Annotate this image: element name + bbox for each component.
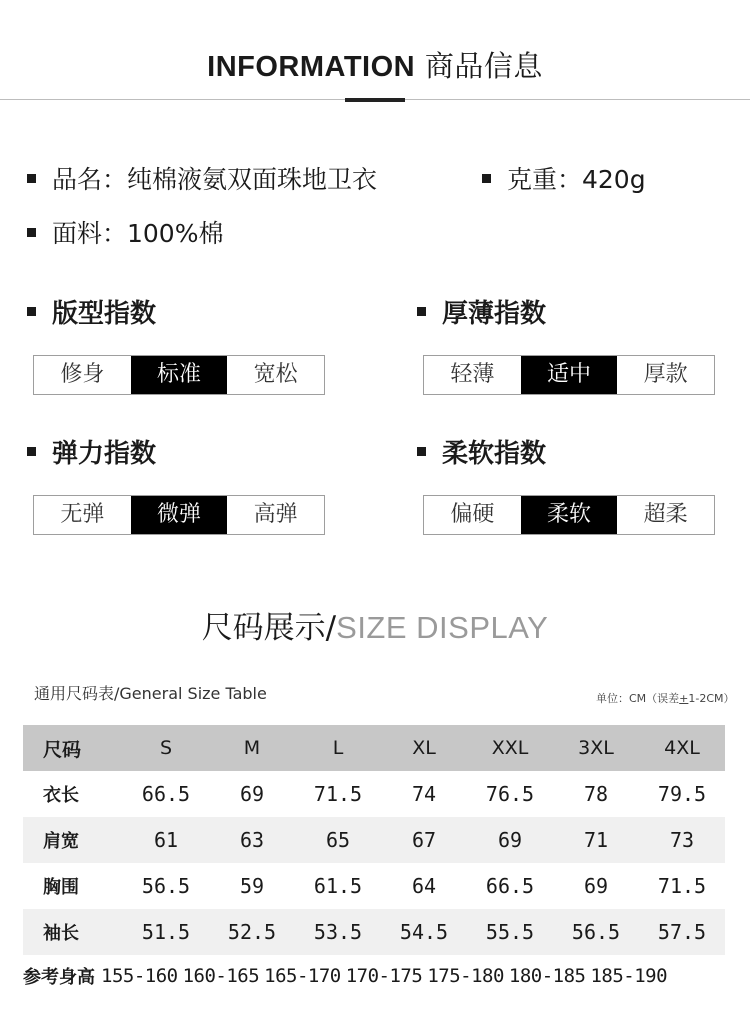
height-value: 160-165 — [182, 965, 260, 987]
table-header-cell: 尺码 — [23, 725, 123, 771]
thickness-option-medium: 适中 — [521, 356, 618, 394]
elasticity-index-title: 弹力指数 — [27, 437, 156, 471]
elasticity-option-none: 无弹 — [60, 502, 105, 527]
elasticity-option-slight: 微弹 — [131, 496, 228, 534]
size-table — [23, 725, 725, 955]
table-cell: 56.5 — [141, 874, 191, 898]
row-label: 胸围 — [43, 877, 79, 898]
table-cell: 69 — [467, 817, 553, 863]
height-value: 155-160 — [101, 965, 178, 987]
row-label: 肩宽 — [23, 817, 123, 863]
table-cell: 57.5 — [639, 909, 725, 955]
reference-height-row — [23, 958, 733, 994]
softness-option-soft: 柔软 — [521, 496, 618, 534]
table-cell: 56.5 — [553, 909, 639, 955]
table-cell: 63 — [209, 817, 295, 863]
page-header — [0, 0, 750, 102]
table-cell: 61 — [123, 817, 209, 863]
table-cell: 66.5 — [485, 874, 535, 898]
info-fabric — [27, 218, 223, 250]
table-header-cell: XL — [381, 725, 467, 771]
height-value: 180-185 — [508, 965, 586, 987]
table-cell: 64 — [411, 874, 437, 898]
table-cell: 55.5 — [467, 909, 553, 955]
table-row — [23, 817, 725, 863]
softness-index-scale — [423, 495, 715, 535]
thickness-index-scale — [423, 355, 715, 395]
table-cell: 51.5 — [123, 909, 209, 955]
fit-option-slim: 修身 — [60, 362, 105, 387]
bullet-icon — [27, 174, 36, 183]
fit-index-scale — [33, 355, 325, 395]
height-value: 165-170 — [264, 965, 341, 987]
table-header-row — [23, 725, 725, 771]
table-header-cell: L — [295, 725, 381, 771]
table-cell: 73 — [639, 817, 725, 863]
table-cell: 71.5 — [313, 782, 363, 806]
table-cell: 69 — [583, 874, 609, 898]
table-header-cell: 4XL — [639, 725, 725, 771]
bullet-icon — [417, 307, 426, 316]
table-cell: 54.5 — [381, 909, 467, 955]
table-cell: 52.5 — [209, 909, 295, 955]
size-display-title — [0, 606, 750, 650]
softness-index-title: 柔软指数 — [417, 437, 546, 471]
table-cell: 76.5 — [485, 782, 535, 806]
row-label: 袖长 — [23, 909, 123, 955]
table-row — [23, 771, 725, 817]
section-title-information — [0, 44, 750, 89]
title-cn: 商品信息 — [424, 49, 543, 83]
fabric-text: 面料：100%棉 — [52, 219, 224, 248]
table-cell: 61.5 — [313, 874, 363, 898]
table-header-cell: XXL — [467, 725, 553, 771]
elasticity-index-scale — [33, 495, 325, 535]
bullet-icon — [27, 447, 36, 456]
height-value: 170-175 — [345, 965, 423, 987]
bullet-icon — [417, 447, 426, 456]
header-accent-bar — [345, 98, 405, 102]
elasticity-option-high: 高弹 — [253, 502, 298, 527]
height-label: 参考身高 — [23, 967, 95, 988]
height-value: 175-180 — [427, 965, 504, 987]
unit-note: 单位：CM（误差+1-2CM） — [596, 692, 735, 705]
softness-option-ultra-soft: 超柔 — [643, 502, 688, 527]
thickness-index-title: 厚薄指数 — [417, 297, 546, 331]
row-label: 衣长 — [43, 785, 79, 806]
table-cell: 71 — [553, 817, 639, 863]
table-cell: 79.5 — [657, 782, 707, 806]
table-cell: 71.5 — [657, 874, 707, 898]
info-product-name — [27, 164, 377, 196]
table-cell: 65 — [295, 817, 381, 863]
size-title-en: SIZE DISPLAY — [336, 610, 549, 645]
table-header-cell: S — [123, 725, 209, 771]
fit-option-standard: 标准 — [131, 356, 228, 394]
table-row — [23, 909, 725, 955]
table-header-cell: 3XL — [553, 725, 639, 771]
table-cell: 67 — [381, 817, 467, 863]
softness-option-firm: 偏硬 — [450, 502, 495, 527]
weight-text: 克重：420g — [507, 165, 646, 194]
bullet-icon — [482, 174, 491, 183]
size-table-caption: 通用尺码表/General Size Table — [34, 684, 267, 703]
table-cell: 78 — [583, 782, 609, 806]
table-cell: 69 — [239, 782, 265, 806]
size-title-cn: 尺码展示/ — [201, 610, 337, 646]
table-row — [23, 863, 725, 909]
product-name-text: 品名：纯棉液氨双面珠地卫衣 — [52, 165, 378, 194]
bullet-icon — [27, 228, 36, 237]
thickness-option-thick: 厚款 — [643, 362, 688, 387]
title-en: INFORMATION — [207, 51, 416, 83]
table-cell: 53.5 — [295, 909, 381, 955]
fit-option-loose: 宽松 — [253, 362, 298, 387]
table-cell: 59 — [239, 874, 265, 898]
info-weight — [482, 164, 646, 196]
fit-index-title: 版型指数 — [27, 297, 156, 331]
thickness-option-thin: 轻薄 — [450, 362, 495, 387]
table-cell: 66.5 — [141, 782, 191, 806]
table-cell: 74 — [411, 782, 437, 806]
height-value: 185-190 — [590, 965, 668, 987]
table-header-cell: M — [209, 725, 295, 771]
bullet-icon — [27, 307, 36, 316]
